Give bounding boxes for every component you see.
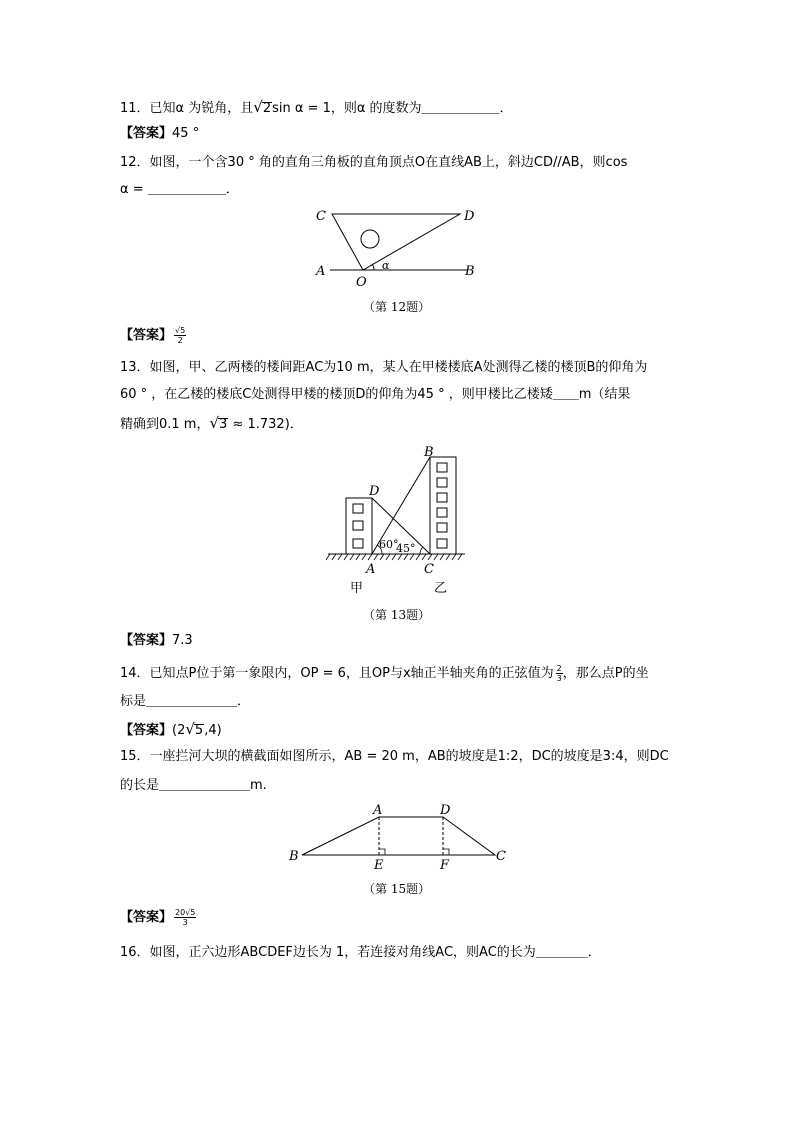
q13-line1: 13．如图，甲、乙两楼的楼间距AC为10 m，某人在甲楼楼底A处测得乙楼的楼顶B的仰角为 [120, 360, 648, 375]
label-yi: 乙 [434, 581, 448, 596]
label-C: C [496, 849, 506, 864]
q13-caption: （第 13题） [363, 608, 431, 622]
q15-line2: 的长是＿＿＿＿＿＿＿m. [120, 778, 267, 793]
label-F: F [440, 858, 450, 873]
q11-answer-value: 45 ° [172, 126, 200, 141]
label-D: D [464, 209, 475, 224]
q13-figure [320, 440, 470, 600]
answer-tag: 【答案】 [120, 723, 173, 738]
label-O: O [356, 275, 367, 290]
label-A: A [366, 562, 376, 577]
label-E: E [374, 858, 384, 873]
label-45: 45° [396, 542, 416, 555]
label-B: B [289, 849, 299, 864]
q13-answer: 【答案】7.3 [120, 633, 193, 648]
q16-line1: 16．如图，正六边形ABCDEF边长为 1，若连接对角线AC，则AC的长为＿＿＿＿． [120, 945, 601, 960]
q12-answer-fraction: $\frac{√5}{2}$ [175, 326, 186, 345]
answer-tag: 【答案】 [120, 126, 173, 141]
answer-tag: 【答案】 [120, 910, 173, 925]
q11-text-a: 11．已知α 为锐角，且 [120, 101, 254, 116]
q11-answer [120, 125, 199, 143]
q14-answer: 【答案】(2√5,4) [120, 720, 222, 738]
label-D: D [440, 803, 451, 818]
answer-tag: 【答案】 [120, 633, 173, 648]
q15-line1: 15．一座拦河大坝的横截面如图所示，AB = 20 m，AB的坡度是1:2，DC的坡度是3:4，则DC [120, 749, 669, 764]
label-A: A [373, 803, 383, 818]
q14-line2: 标是＿＿＿＿＿＿＿． [120, 694, 251, 709]
label-alpha: α [382, 259, 390, 272]
q11-sqrt: 2 [262, 101, 272, 116]
q12-line2: α = ＿＿＿＿＿＿． [120, 182, 239, 197]
q15-figure [285, 800, 515, 875]
q14-fraction: $\frac{2}{3}$ [556, 664, 562, 683]
label-D: D [369, 484, 380, 499]
q12-figure [310, 202, 490, 294]
q12-caption: （第 12题） [363, 300, 431, 314]
q11-line: 11．已知α 为锐角，且√2sin α = 1，则α 的度数为＿＿＿＿＿＿． [120, 98, 513, 116]
q12-line1: 12．如图，一个含30 ° 角的直角三角板的直角顶点O在直线AB上，斜边CD//AB，则cos [120, 155, 628, 170]
q14-line1: 14．已知点P位于第一象限内，OP = 6，且OP与x轴正半轴夹角的正弦值为 $\frac{2}{3}$ ，那么点P的坐 [120, 664, 649, 683]
label-C: C [424, 562, 434, 577]
label-B: B [465, 264, 475, 279]
label-60: 60° [379, 538, 399, 551]
q11-text-b: sin α = 1，则α 的度数为＿＿＿＿＿＿． [272, 101, 513, 116]
q15-answer [120, 908, 196, 927]
label-A: A [316, 264, 326, 279]
answer-tag: 【答案】 [120, 328, 173, 343]
q13-line2: 60 ° ，在乙楼的楼底C处测得甲楼的楼顶D的仰角为45 ° ，则甲楼比乙楼矮＿＿m（结果 [120, 387, 631, 402]
q12-answer [120, 326, 186, 345]
q13-line3: 精确到0.1 m，√3 ≈ 1.732)． [120, 414, 303, 432]
q15-caption: （第 15题） [363, 882, 431, 896]
label-jia: 甲 [350, 581, 364, 596]
label-B: B [424, 445, 434, 460]
label-C: C [316, 209, 326, 224]
q15-answer-fraction: $\frac{20√5}{3}$ [175, 908, 196, 927]
